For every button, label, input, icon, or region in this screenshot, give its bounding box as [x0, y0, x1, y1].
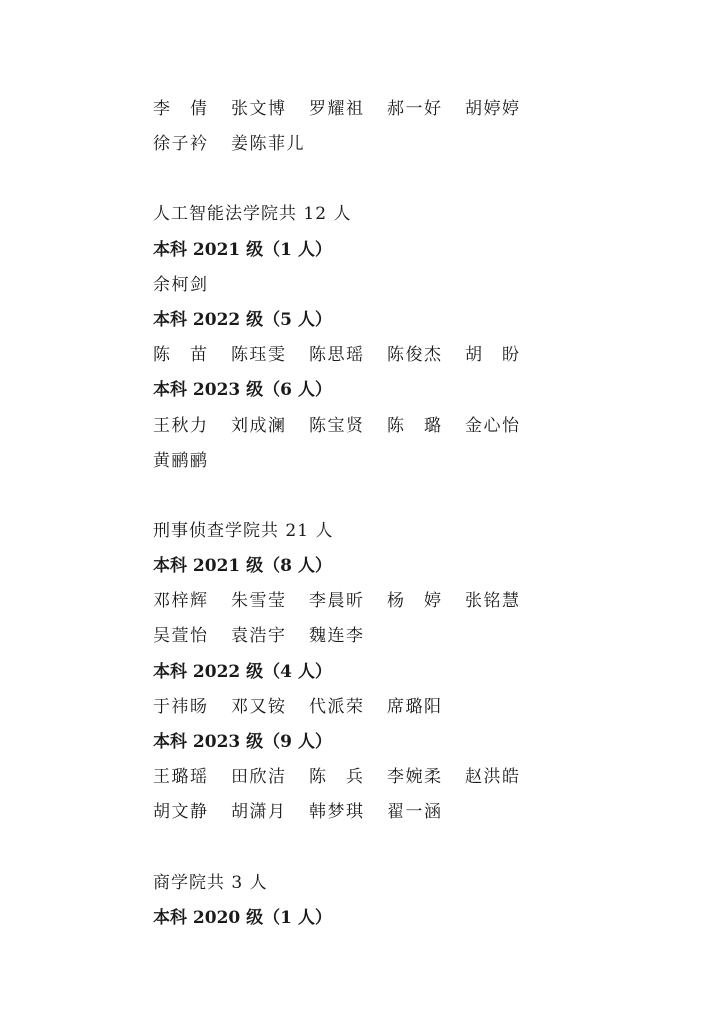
- student-name: 陈 苗: [153, 345, 209, 366]
- college-header: 刑事侦查学院共 21 人: [153, 520, 334, 541]
- grade-heading: 本科 2021 级（8 人）: [153, 556, 332, 577]
- grade-heading: 本科 2021 级（1 人）: [153, 239, 332, 260]
- grade-heading: 本科 2023 级（6 人）: [153, 380, 332, 401]
- student-name: 余柯剑: [153, 274, 209, 295]
- name-row: [153, 409, 673, 444]
- student-name: 吴萱怡: [153, 626, 209, 647]
- name-row: [153, 127, 673, 162]
- name-row: [153, 795, 673, 830]
- document-page: [153, 92, 673, 936]
- student-name: 黄鹂鹂: [153, 450, 209, 471]
- grade-heading: 本科 2022 级（4 人）: [153, 661, 332, 682]
- grade-heading: 本科 2023 级（9 人）: [153, 732, 332, 752]
- grade-heading: 本科 2020 级（1 人）: [153, 907, 332, 928]
- student-name: 王璐瑶: [153, 767, 209, 788]
- student-name: 田欣洁: [231, 767, 287, 788]
- student-name: 赵洪皓: [465, 767, 521, 788]
- student-name: 陈思瑶: [309, 345, 365, 366]
- student-name: 于祎旸: [153, 696, 209, 717]
- student-name: 胡婷婷: [465, 99, 521, 119]
- student-name: 王秋力: [153, 415, 209, 436]
- student-name: 张铭慧: [465, 591, 521, 612]
- student-name: 李晨昕: [309, 591, 365, 612]
- college-header: 人工智能法学院共 12 人: [153, 204, 352, 225]
- name-row: [153, 268, 673, 303]
- student-name: 袁浩宇: [231, 626, 287, 647]
- student-name: 翟一涵: [387, 802, 443, 823]
- student-name: 刘成澜: [231, 415, 287, 436]
- name-row: [153, 338, 673, 373]
- student-name: 陈 璐: [387, 415, 443, 436]
- student-name: 邓又铵: [231, 696, 287, 717]
- student-name: 胡 盼: [465, 345, 521, 366]
- student-name: 姜陈菲儿: [231, 134, 305, 155]
- student-name: 韩梦琪: [309, 802, 365, 823]
- name-row: [153, 619, 673, 654]
- name-row: [153, 444, 673, 479]
- name-row: [153, 584, 673, 619]
- student-name: 朱雪莹: [231, 591, 287, 612]
- student-name: 李 倩: [153, 99, 209, 119]
- student-name: 李婉柔: [387, 767, 443, 788]
- student-name: 郝一好: [387, 99, 443, 119]
- name-row: [153, 92, 673, 127]
- student-name: 陈俊杰: [387, 345, 443, 366]
- student-name: 席璐阳: [387, 696, 443, 717]
- student-name: 代派荣: [309, 696, 365, 717]
- name-row: [153, 690, 673, 725]
- student-name: 魏连李: [309, 626, 365, 647]
- student-name: 陈宝贤: [309, 415, 365, 436]
- student-name: 邓梓辉: [153, 591, 209, 612]
- student-name: 张文博: [231, 99, 287, 119]
- college-header: 商学院共 3 人: [153, 872, 268, 893]
- grade-heading: 本科 2022 级（5 人）: [153, 309, 332, 330]
- student-name: 胡潇月: [231, 802, 287, 823]
- student-name: 胡文静: [153, 802, 209, 823]
- student-name: 杨 婷: [387, 591, 443, 612]
- student-name: 徐子衿: [153, 134, 209, 155]
- student-name: 罗耀祖: [309, 99, 365, 119]
- student-name: 陈珏雯: [231, 345, 287, 366]
- student-name: 金心怡: [465, 415, 521, 436]
- name-row: [153, 760, 673, 795]
- student-name: 陈 兵: [309, 767, 365, 788]
